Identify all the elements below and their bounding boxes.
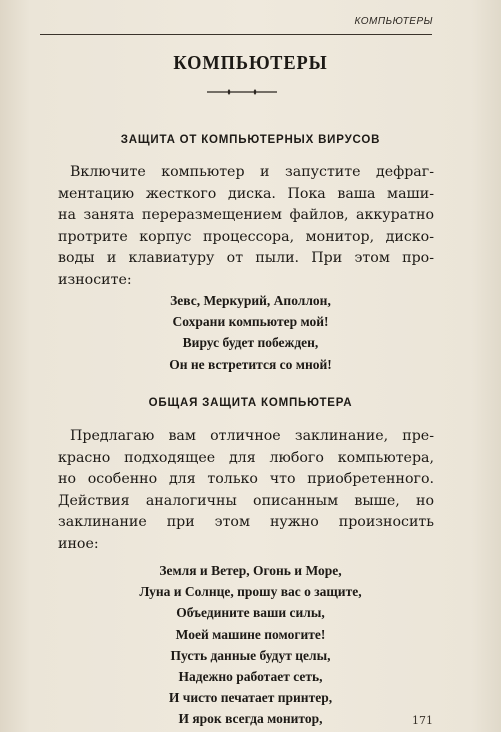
verse-line: Земля и Ветер, Огонь и Море, (159, 563, 342, 578)
text-line: износите: (58, 271, 132, 288)
chapter-title: КОМПЬЮТЕРЫ (173, 52, 328, 74)
verse-virus (0, 290, 501, 375)
verse-line: Объедините ваши силы, (176, 605, 325, 621)
verse-line: И ярок всегда монитор, (178, 711, 323, 727)
verse-line: Моей машине помогите! (175, 626, 326, 642)
text-line: но особенно для только что приобретенного. (58, 471, 434, 488)
text-line: Включите компьютер и запустите дефраг- (70, 164, 434, 180)
text-line: иное: (58, 535, 99, 552)
verse-line: Вирус будет побежден, (182, 335, 319, 351)
paragraph-general (58, 426, 434, 556)
text-line: на занята переразмещением файлов, аккуратно (58, 207, 434, 224)
paragraph-virus (58, 162, 434, 292)
section-heading-virus: ЗАЩИТА ОТ КОМПЬЮТЕРНЫХ ВИРУСОВ (120, 134, 381, 146)
page-number: 171 (412, 714, 433, 727)
text-line: красно подходящее для любого компьютера, (58, 449, 434, 466)
verse-line: Луна и Солнце, прошу вас о защите, (139, 584, 362, 600)
header-rule (40, 34, 432, 35)
verse-line: Сохрани компьютер мой! (172, 314, 329, 330)
text-line: Предлагаю вам отличное заклинание, пре- (70, 428, 434, 444)
verse-general (0, 560, 501, 730)
verse-line: Надежно работает сеть, (178, 669, 323, 685)
verse-line: Он не встретится со мной! (169, 356, 332, 372)
verse-line: И чисто печатает принтер, (168, 690, 333, 706)
text-line: протрите корпус процессора, монитор, диско- (58, 228, 434, 245)
text-line: Действия аналогичны описанным выше, но (58, 492, 434, 509)
text-line: ментацию жесткого диска. Пока ваша маши- (58, 185, 434, 202)
section-heading-general: ОБЩАЯ ЗАЩИТА КОМПЬЮТЕРА (148, 397, 353, 409)
ornament-divider-icon (205, 86, 279, 98)
text-line: заклинание при этом нужно произносить (58, 514, 434, 531)
running-head: КОМПЬЮТЕРЫ (354, 16, 433, 27)
verse-line: Зевс, Меркурий, Аполлон, (170, 293, 331, 308)
verse-line: Пусть данные будут целы, (170, 647, 331, 663)
text-line: воды и клавиатуру от пыли. При этом про- (58, 250, 434, 267)
